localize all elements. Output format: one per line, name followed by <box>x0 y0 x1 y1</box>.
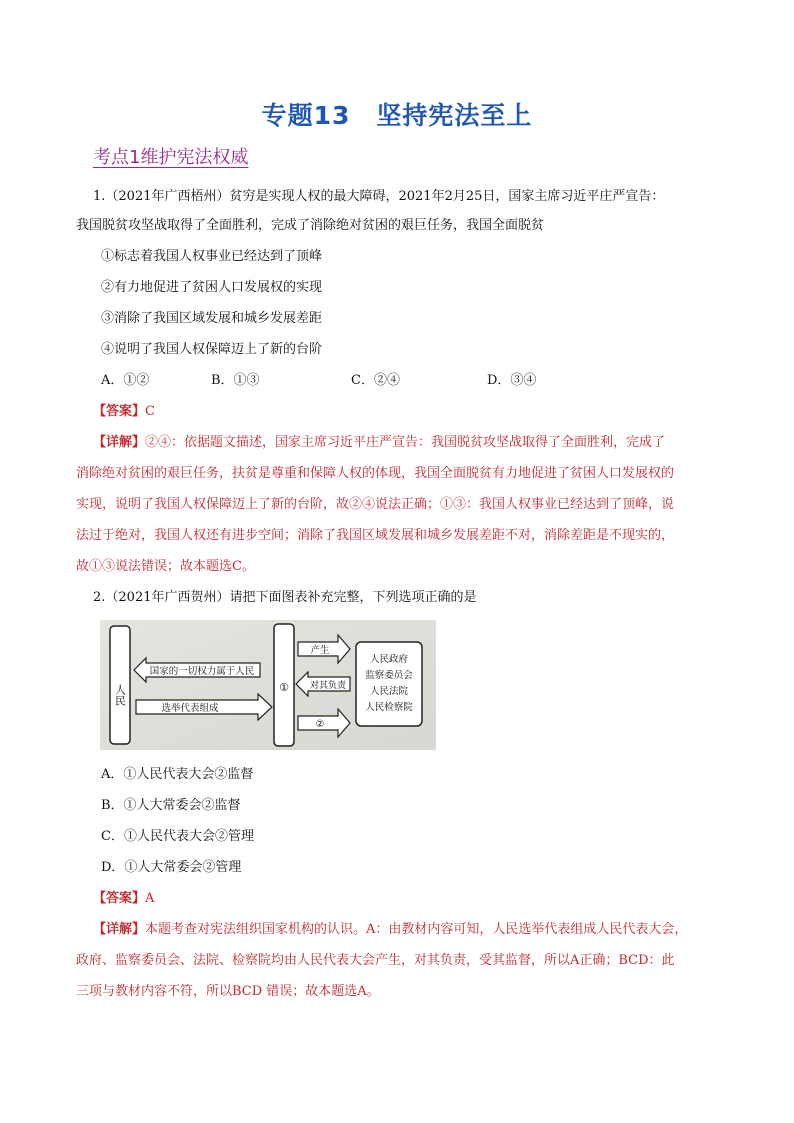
q1-answer-label: 【答案】 <box>93 404 146 419</box>
q1-stem-line-2: 我国脱贫攻坚战取得了全面胜利，完成了消除绝对贫困的艰巨任务，我国全面脱贫 <box>76 218 545 233</box>
blank2-label: ② <box>315 719 325 730</box>
q2-detail-label: 【详解】 <box>93 922 146 937</box>
q2-detail-line-3: 三项与教材内容不符，所以BCD 错误；故本题选A。 <box>76 984 380 999</box>
section-heading: 考点1维护宪法权威 <box>93 147 249 168</box>
q2-option-a: A．①人民代表大会②监督 <box>101 767 254 782</box>
page-title <box>0 96 794 132</box>
q1-option-b: B．①③ <box>211 373 260 388</box>
q2-answer-label: 【答案】 <box>93 891 146 906</box>
q1-item-4: ④说明了我国人权保障迈上了新的台阶 <box>101 342 323 357</box>
q2-stem: 2.（2021年广西贺州）请把下面图表补充完整，下列选项正确的是 <box>93 590 477 605</box>
diagram-svg <box>100 620 436 750</box>
organ-4: 人民检察院 <box>365 702 413 713</box>
power-arrow-label: 国家的一切权力属于人民 <box>149 666 255 677</box>
q1-detail-line-1 <box>93 434 665 452</box>
q1-detail-line-4: 法过于绝对，我国人权还有进步空间；消除了我国区域发展和城乡发展差距不对，消除差距是不现实的， <box>76 528 675 543</box>
blank1-label: ① <box>279 681 289 694</box>
state-organs-diagram <box>100 620 436 750</box>
q1-option-d: D．③④ <box>487 373 537 388</box>
q1-item-3: ③消除了我国区域发展和城乡发展差距 <box>101 311 323 326</box>
q2-option-d: D．①人大常委会②管理 <box>101 860 242 875</box>
q1-answer-value: C <box>145 404 155 419</box>
q2-option-b: B．①人大常委会②监督 <box>101 798 241 813</box>
q1-detail-line-2: 消除绝对贫困的艰巨任务，扶贫是尊重和保障人权的体现，我国全面脱贫有力地促进了贫困人口发展权的 <box>76 466 675 481</box>
q2-option-c: C．①人民代表大会②管理 <box>101 829 254 844</box>
q1-detail-line-5: 故①③说法错误；故本题选C。 <box>76 559 255 574</box>
q2-detail-line-2: 政府、监察委员会、法院、检察院均由人民代表大会产生，对其负责，受其监督，所以A正确；BCD：此 <box>76 953 675 968</box>
title-main: 专题13 <box>261 101 351 130</box>
q1-detail-label: 【详解】 <box>93 435 146 450</box>
q1-option-a: A．①② <box>101 373 150 388</box>
q1-options <box>101 372 536 390</box>
q1-detail-line-3: 实现，说明了我国人权保障迈上了新的台阶，故②④说法正确；①③：我国人权事业已经达到了顶峰，说 <box>76 497 675 512</box>
organ-1: 人民政府 <box>369 654 409 665</box>
organ-2: 监察委员会 <box>365 670 413 681</box>
q1-item-1: ①标志着我国人权事业已经达到了顶峰 <box>101 249 323 264</box>
q1-item-2: ②有力地促进了贫困人口发展权的实现 <box>101 280 323 295</box>
q2-answer <box>93 890 154 908</box>
q2-detail-text-1: 本题考查对宪法组织国家机构的认识。A：由教材内容可知，人民选举代表组成人民代表大会， <box>145 922 688 937</box>
q1-detail-text-1: ②④：依据题文描述，国家主席习近平庄严宣告：我国脱贫攻坚战取得了全面胜利，完成了 <box>145 435 666 450</box>
produce-arrow-label: 产生 <box>310 645 330 656</box>
elect-arrow-label: 选举代表组成 <box>161 703 219 714</box>
responsible-arrow-label: 对其负责 <box>309 681 347 691</box>
people-label: 人民 <box>113 684 127 706</box>
q1-option-c: C．②④ <box>351 373 400 388</box>
q2-detail-line-1 <box>93 921 687 939</box>
q2-answer-value: A <box>145 891 155 906</box>
q1-answer <box>93 403 155 421</box>
q1-stem-line-1: 1.（2021年广西梧州）贫穷是实现人权的最大障碍，2021年2月25日，国家主席习近平庄严宣告： <box>93 189 665 204</box>
organ-3: 人民法院 <box>369 686 409 697</box>
title-sub: 坚持宪法至上 <box>376 101 533 130</box>
